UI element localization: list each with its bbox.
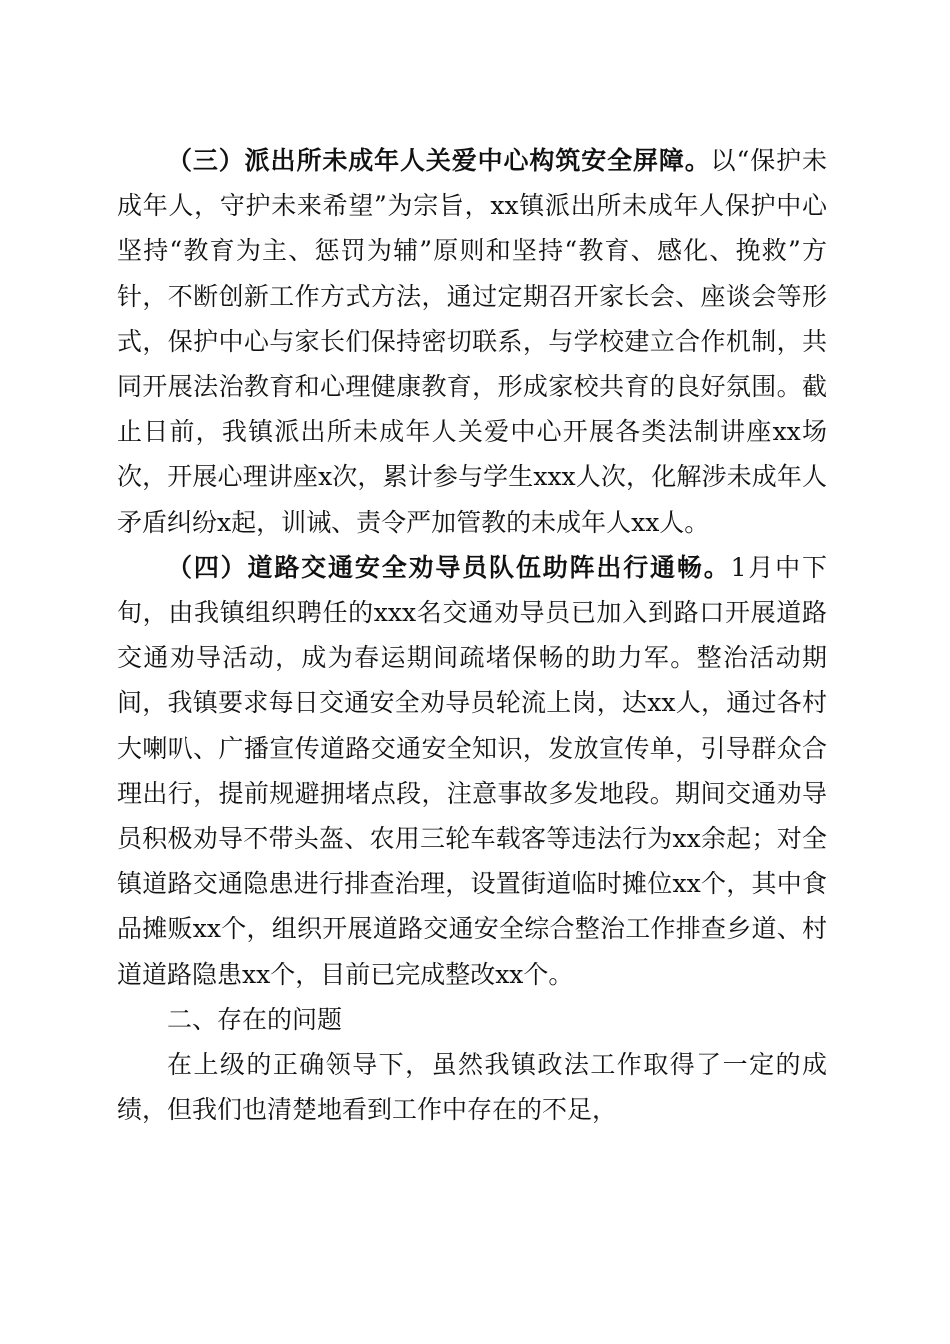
section-4-heading: （四）道路交通安全劝导员队伍助阵出行通畅。	[167, 552, 731, 582]
section-4-text: 1月中下旬，由我镇组织聘任的xxx名交通劝导员已加入到路口开展道路交通劝导活动，成为春运期间疏堵保畅的助力军。整治活动期间，我镇要求每日交通安全劝导员轮流上岗，达xx人，通过各村大喇叭、广播宣传道路交通安全知识，发放宣传单，引导群众合理出行，提前规避拥堵点段，注意事故多发地段。期间交通劝导员积极劝导不带头盔、农用三轮车载客等违法行为xx余起；对全镇道路交通隐患进行排查治理，设置街道临时摊位xx个，其中食品摊贩xx个，组织开展道路交通安全综合整治工作排查乡道、村道道路隐患xx个，目前已完成整改xx个。	[117, 552, 827, 989]
section-3-heading: （三）派出所未成年人关爱中心构筑安全屏障。	[167, 146, 711, 175]
section-3-text: 以“保护未成年人，守护未来希望”为宗旨，xx镇派出所未成年人保护中心坚持“教育为主、惩罚为辅”原则和坚持“教育、感化、挽救”方针，不断创新工作方式方法，通过定期召开家长会、座谈会等形式，保护中心与家长们保持密切联系，与学校建立合作机制，共同开展法治教育和心理健康教育，形成家校共育的良好氛围。截止日前，我镇派出所未成年人关爱中心开展各类法制讲座xx场次，开展心理讲座x次，累计参与学生xxx人次，化解涉未成年人矛盾纠纷x起，训诫、责令严加管教的未成年人xx人。	[117, 146, 827, 537]
section-heading-problems: 二、存在的问题	[167, 1004, 343, 1034]
paragraph-problems-intro: 在上级的正确领导下，虽然我镇政法工作取得了一定的成绩，但我们也清楚地看到工作中存在的不足，	[117, 1050, 827, 1125]
paragraph-section-3	[117, 138, 827, 545]
document-body	[117, 138, 827, 1132]
paragraph-section-4	[117, 545, 827, 997]
